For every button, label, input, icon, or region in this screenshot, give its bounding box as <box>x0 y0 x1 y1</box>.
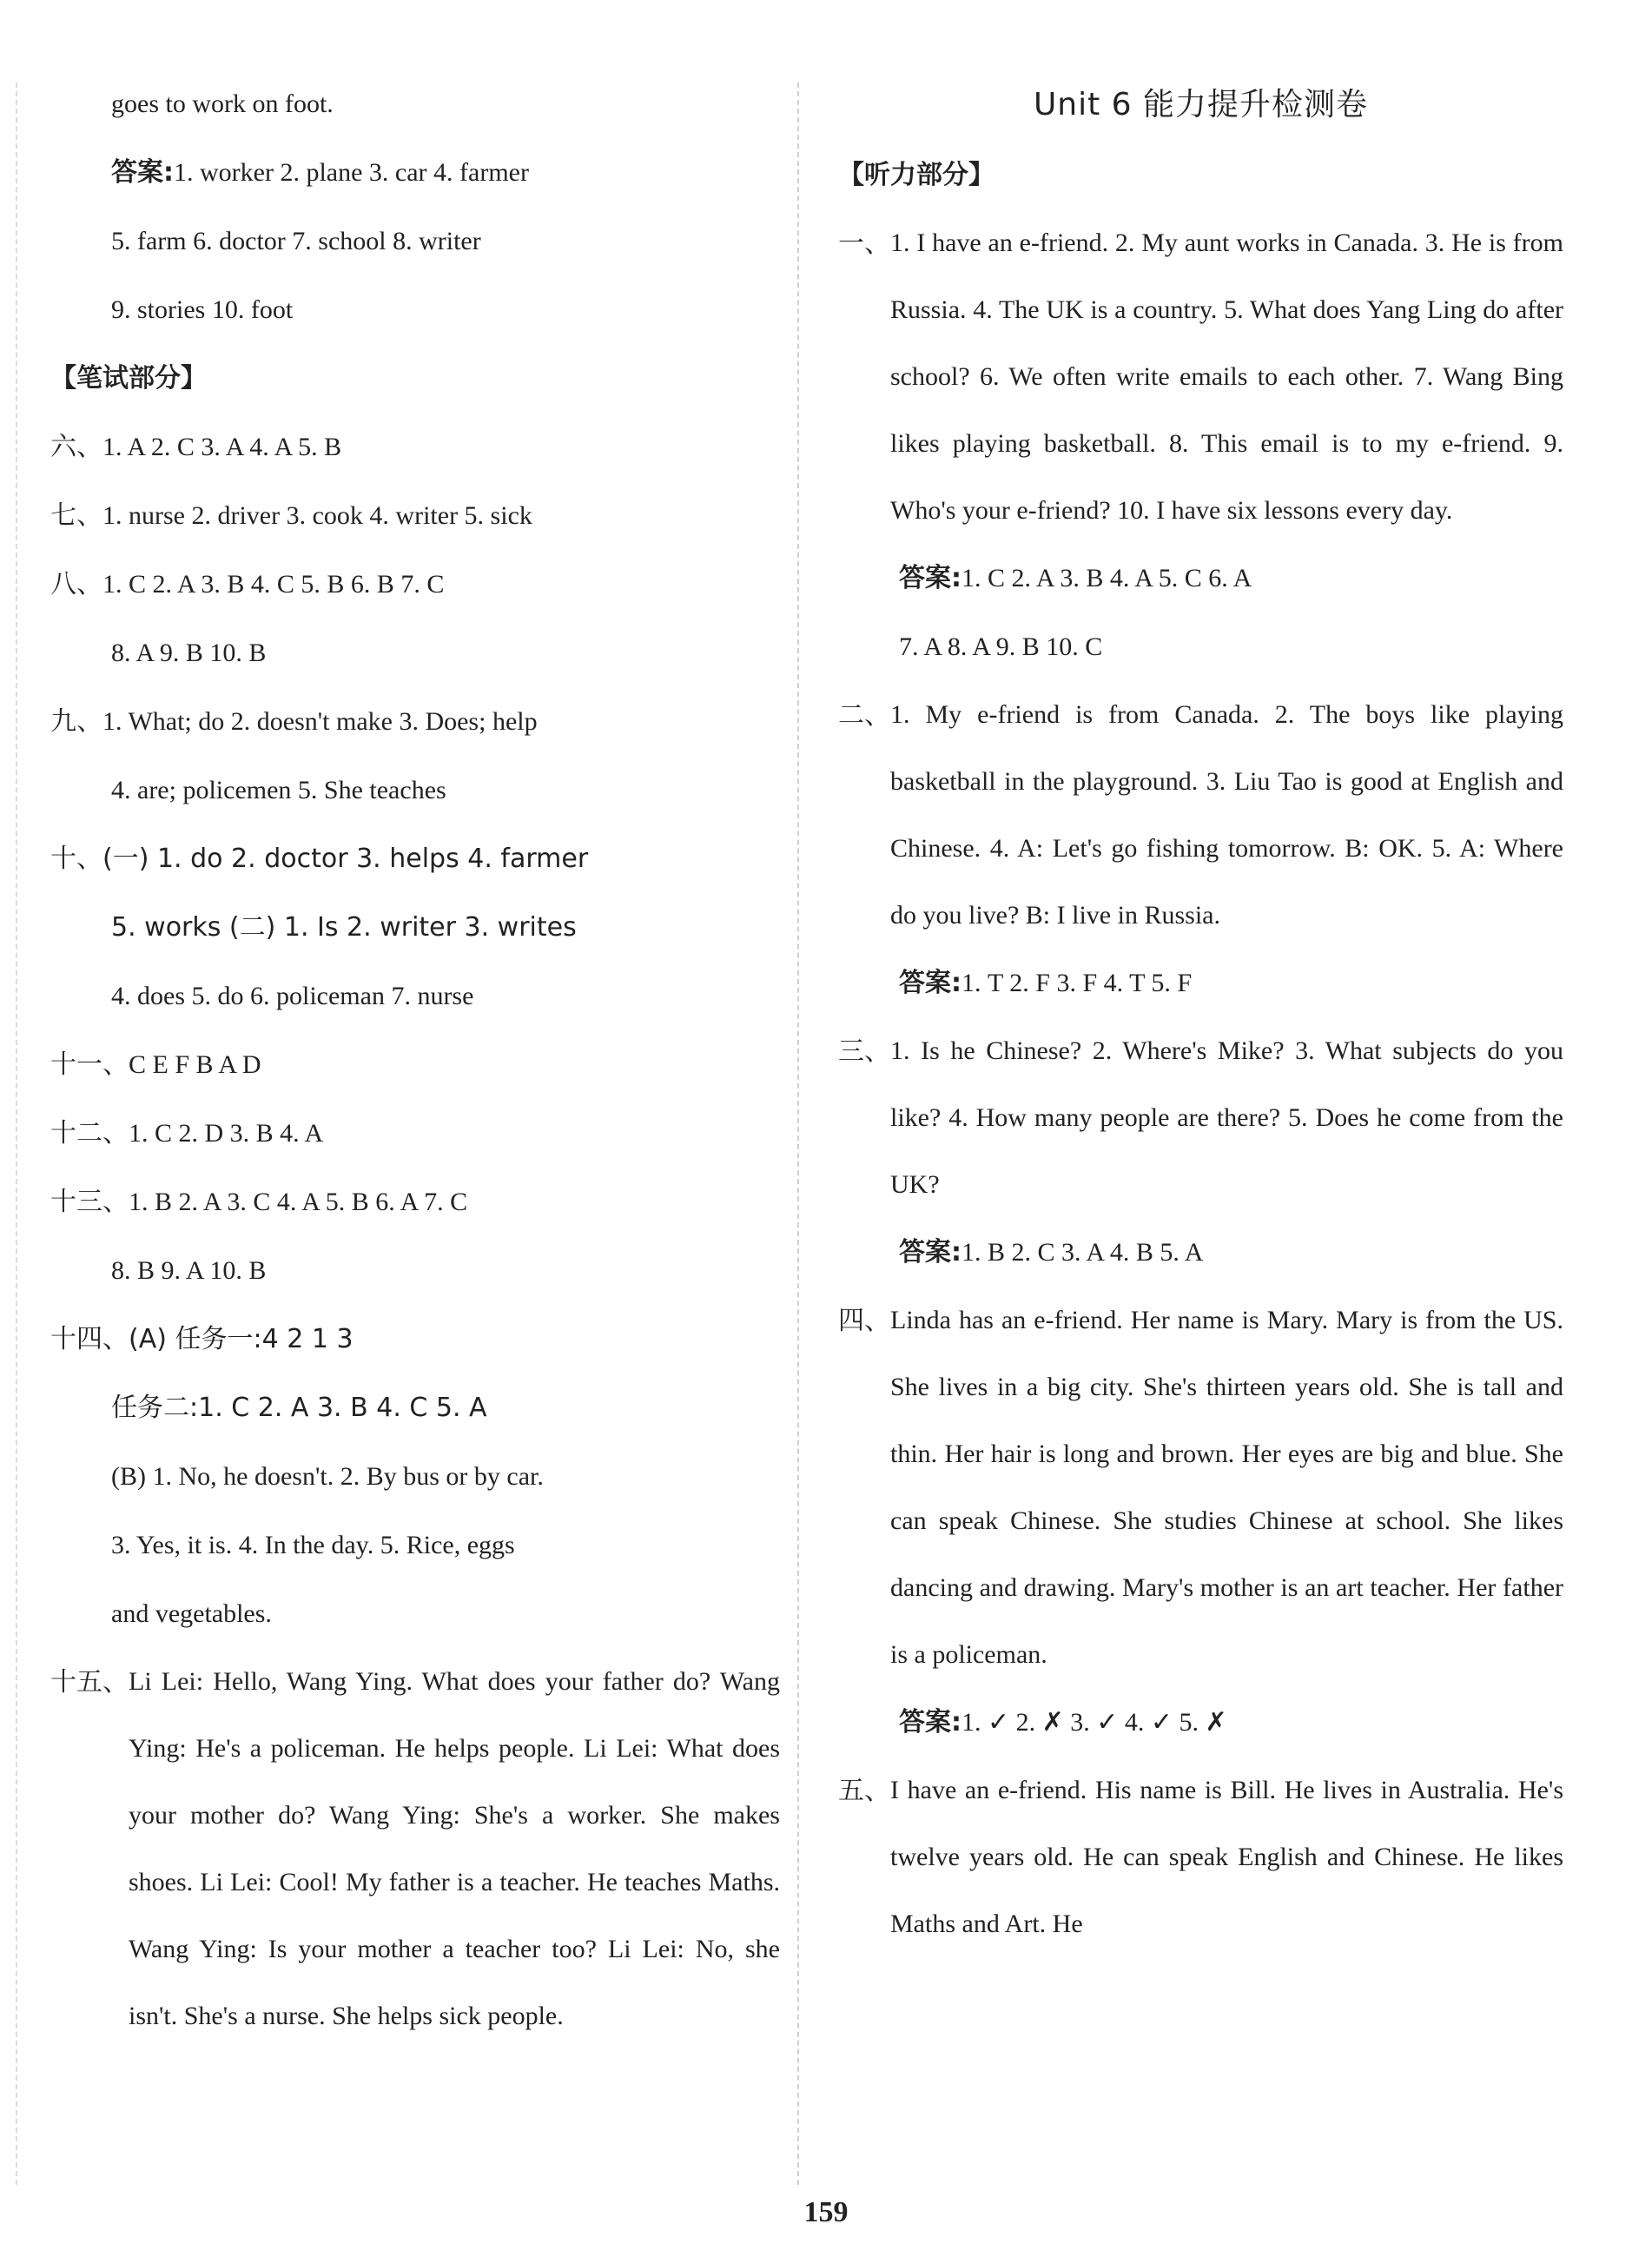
section-10: 十、 (一) 1. do 2. doctor 3. helps 4. farmer <box>50 844 589 874</box>
section-9-cont: 4. are; policemen 5. She teaches <box>111 776 446 804</box>
section-10-cont: 4. does 5. do 6. policeman 7. nurse <box>111 982 474 1010</box>
section-10-cont: 5. works (二) 1. Is 2. writer 3. writes <box>111 912 577 943</box>
answer-line: 答案:1. ✓ 2. ✗ 3. ✓ 4. ✓ 5. ✗ <box>899 1707 1227 1737</box>
page-edge-line <box>16 83 17 2185</box>
section-8: 八、 1. C 2. A 3. B 4. C 5. B 6. B 7. C <box>50 569 445 599</box>
answer-line: 答案:1. C 2. A 3. B 4. A 5. C 6. A <box>899 563 1252 593</box>
section-15: 十五、 Li Lei: Hello, Wang Ying. What does your father do? Wang Ying: He's a policeman. He helps people. Li Lei: What does your mother do? Wang Ying: She's a worker. She makes shoes. Li Lei: Cool! My father is a teacher. He teaches Maths. Wang Ying: Is your mother a teacher too? Li Lei: No, she isn't. She's a nurse. She helps sick people. <box>50 1648 780 2049</box>
section-14-cont: 任务二:1. C 2. A 3. B 4. C 5. A <box>111 1393 487 1423</box>
listening-4: 四、 Linda has an e-friend. Her name is Mary. Mary is from the US. She lives in a big city. She's thirteen years old. She is tall and thin. Her hair is long and brown. Her eyes are big and blue. She can speak Chinese. She studies Chinese at school. She likes dancing and drawing. Mary's mother is an art teacher. Her father is a policeman. <box>838 1306 1563 1669</box>
section-12: 十二、 1. C 2. D 3. B 4. A <box>50 1118 324 1148</box>
answer-line: 答案:1. T 2. F 3. F 4. T 5. F <box>899 968 1193 998</box>
right-column <box>838 69 1563 1957</box>
column-divider <box>797 83 799 2185</box>
section-13: 十三、 1. B 2. A 3. C 4. A 5. B 6. A 7. C <box>50 1187 468 1217</box>
section-8-cont: 8. A 9. B 10. B <box>111 639 267 667</box>
answer-line: 5. farm 6. doctor 7. school 8. writer <box>111 227 481 255</box>
section-6: 六、 1. A 2. C 3. A 4. A 5. B <box>50 432 342 462</box>
section-heading-written: 【笔试部分】 <box>50 363 207 394</box>
section-14-cont: 3. Yes, it is. 4. In the day. 5. Rice, eggs <box>111 1531 515 1559</box>
answer-line: 9. stories 10. foot <box>111 295 294 324</box>
section-14: 十四、 (A) 任务一:4 2 1 3 <box>50 1324 354 1354</box>
section-7: 七、 1. nurse 2. driver 3. cook 4. writer 5. sick <box>50 500 532 531</box>
listening-2: 二、 1. My e-friend is from Canada. 2. The boys like playing basketball in the playground. 3. Liu Tao is good at English and Chinese. 4. A: Let's go fishing tomorrow. B: OK. 5. A: Where do you live? B: I live in Russia. <box>838 700 1563 930</box>
section-heading-listening: 【听力部分】 <box>838 160 995 190</box>
listening-3: 三、 1. Is he Chinese? 2. Where's Mike? 3. What subjects do you like? 4. How many people are there? 5. Does he come from the UK? <box>838 1036 1563 1199</box>
listening-1: 一、 1. I have an e-friend. 2. My aunt works in Canada. 3. He is from Russia. 4. The UK is a country. 5. What does Yang Ling do after school? 6. We often write emails to each other. 7. Wang Bing likes playing basketball. 8. This email is to my e-friend. 9. Who's your e-friend? 10. I have six lessons every day. <box>838 228 1563 525</box>
text-line: goes to work on foot. <box>111 89 334 118</box>
section-14-cont: (B) 1. No, he doesn't. 2. By bus or by car. <box>111 1462 544 1491</box>
page-title: Unit 6 能力提升检测卷 <box>1033 87 1369 122</box>
listening-5: 五、 I have an e-friend. His name is Bill. He lives in Australia. He's twelve years old. He can speak English and Chinese. He likes Maths and Art. He <box>838 1776 1563 1938</box>
page-number: 159 <box>803 2196 849 2228</box>
section-14-cont: and vegetables. <box>111 1599 272 1628</box>
section-15-dialogue: Li Lei: Hello, Wang Ying. What does your father do? Wang Ying: He's a policeman. He helps people. Li Lei: What does your mother do? Wang Ying: She's a worker. She makes shoes. Li Lei: Cool! My father is a teacher. He teaches Maths. Wang Ying: Is your mother a teacher too? Li Lei: No, she isn't. She's a nurse. She helps sick people. <box>129 1667 780 2030</box>
answer-line: 7. A 8. A 9. B 10. C <box>899 632 1103 661</box>
answer-line: 答案:1. worker 2. plane 3. car 4. farmer <box>111 157 529 188</box>
section-13-cont: 8. B 9. A 10. B <box>111 1256 267 1285</box>
section-9: 九、 1. What; do 2. doesn't make 3. Does; help <box>50 706 538 737</box>
left-column <box>50 69 780 2049</box>
section-11: 十一、 C E F B A D <box>50 1049 261 1080</box>
answer-line: 答案:1. B 2. C 3. A 4. B 5. A <box>899 1237 1204 1267</box>
